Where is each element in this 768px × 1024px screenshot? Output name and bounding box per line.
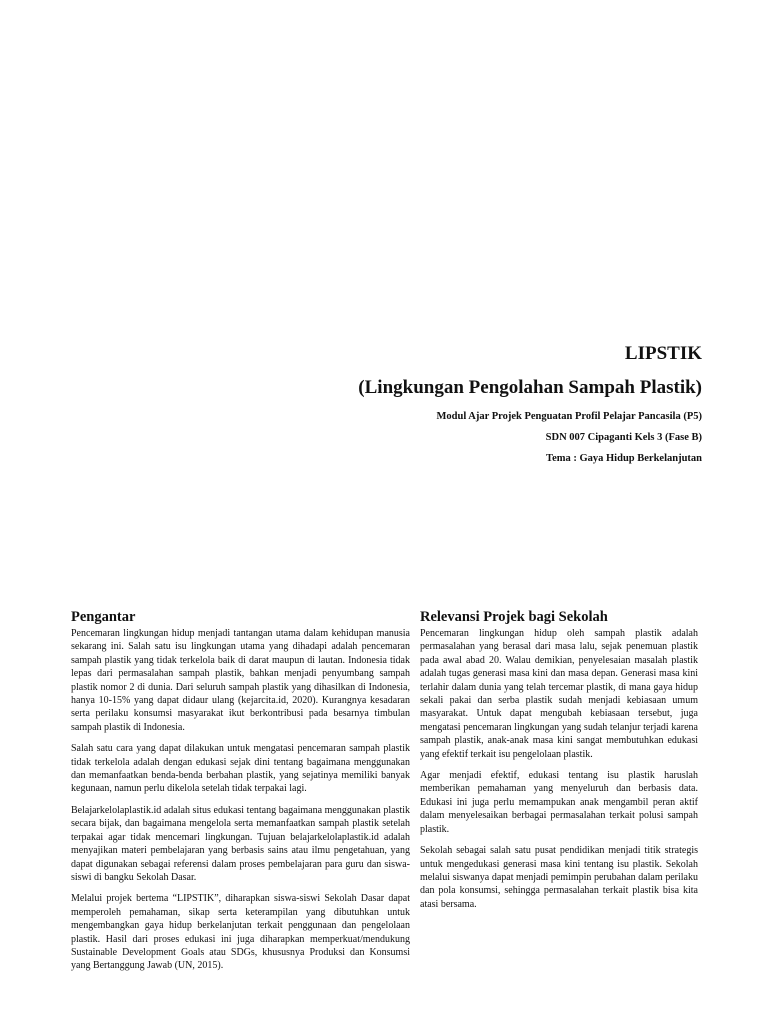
relevansi-heading: Relevansi Projek bagi Sekolah bbox=[420, 609, 608, 625]
pengantar-paragraph: Pencemaran lingkungan hidup menjadi tantangan utama dalam kehidupan manusia sekarang ini. Salah satu isu lingkungan utama yang dihadapi adalah pencemaran sampah plastik yang tidak terkelola baik di darat maupun di lautan. Indonesia tidak lepas dari permasalahan sampah plastik, bahkan menjadi penyumbang sampah plastik nomor 2 di dunia. Dari seluruh sampah plastik yang dihasilkan di Indonesia, hanya 10-15% yang dapat didaur ulang (kejarcita.id, 2020). Kurangnya kesadaran serta perilaku konsumsi masyarakat ikut berkontribusi pada besarnya timbulan sampah plastik di Indonesia. bbox=[71, 628, 410, 733]
relevansi-paragraph: Agar menjadi efektif, edukasi tentang isu plastik haruslah memberikan pemahaman yang menyeluruh dan berbasis data. Edukasi ini juga perlu memampukan anak mengambil peran aktif dalam menyelesaikan berbagai permasalahan terkait polusi sampah plastik. bbox=[420, 770, 698, 835]
theme-line: Tema : Gaya Hidup Berkelanjutan bbox=[546, 453, 702, 464]
school-line: SDN 007 Cipaganti Kels 3 (Fase B) bbox=[545, 432, 702, 443]
pengantar-heading: Pengantar bbox=[71, 609, 136, 625]
pengantar-paragraph: Salah satu cara yang dapat dilakukan untuk mengatasi pencemaran sampah plastik tidak terkelola adalah dengan edukasi sejak dini tentang bagaimana menggunakan dan memanfaatkan benda-benda berbahan plastik, yang sejatinya memiliki banyak kegunaan, namun perlu dikelola setelah tidak terpakai lagi. bbox=[71, 743, 410, 795]
relevansi-paragraph: Sekolah sebagai salah satu pusat pendidikan menjadi titik strategis untuk mengedukasi generasi masa kini tentang isu plastik. Sekolah melalui siswanya dapat menjadi pemimpin perubahan dalam perilaku dan pola konsumsi, sehingga permasalahan terkait plastik bisa kita atasi bersama. bbox=[420, 845, 698, 910]
title-block bbox=[142, 342, 702, 465]
pengantar-section bbox=[71, 608, 410, 981]
module-line: Modul Ajar Projek Penguatan Profil Pelajar Pancasila (P5) bbox=[436, 411, 702, 422]
relevansi-paragraph: Pencemaran lingkungan hidup oleh sampah plastik adalah permasalahan yang berasal dari masa lalu, sejak penemuan plastik pada awal abad 20. Walau demikian, penyelesaian masalah plastik adalah tugas generasi masa kini dan masa depan. Generasi masa kini terlahir dalam dunia yang telah tercemar plastik, di mana gaya hidup sekali pakai dan serba plastik sudah menjadi kebiasaan umum masyarakat. Untuk dapat mengubah kebiasaan tersebut, juga mengatasi pencemaran lingkungan yang sudah telanjur terjadi karena sampah plastik, anak-anak masa kini sangat membutuhkan edukasi yang efektif terkait isu pengelolaan plastik. bbox=[420, 628, 698, 760]
document-subtitle: (Lingkungan Pengolahan Sampah Plastik) bbox=[358, 377, 702, 398]
document-title: LIPSTIK bbox=[624, 343, 702, 364]
pengantar-paragraph: Melalui projek bertema “LIPSTIK”, diharapkan siswa-siswi Sekolah Dasar dapat memperoleh pemahaman, sikap serta keterampilan yang dibutuhkan untuk mengembangkan gaya hidup berkelanjutan terkait penggunaan dan pengelolaan plastik. Hasil dari proses edukasi ini juga diharapkan memperkuat/mendukung Sustainable Development Goals atau SDGs, khususnya Produksi dan Konsumsi yang Bertanggung Jawab (UN, 2015). bbox=[71, 893, 410, 972]
pengantar-paragraph: Belajarkelolaplastik.id adalah situs edukasi tentang bagaimana menggunakan plastik secara bijak, dan bagaimana mengelola serta memanfaatkan sampah plastik setelah terpakai agar tidak mencemari lingkungan. Tujuan belajarkelolaplastik.id adalah menyajikan materi pembelajaran yang berbasis sains atau ilmu pengetahuan, yang dapat digunakan sebagai referensi dalam proses pembelajaran para guru dan siswa-siswi di bangku Sekolah Dasar. bbox=[71, 804, 410, 883]
relevansi-section bbox=[420, 608, 698, 919]
